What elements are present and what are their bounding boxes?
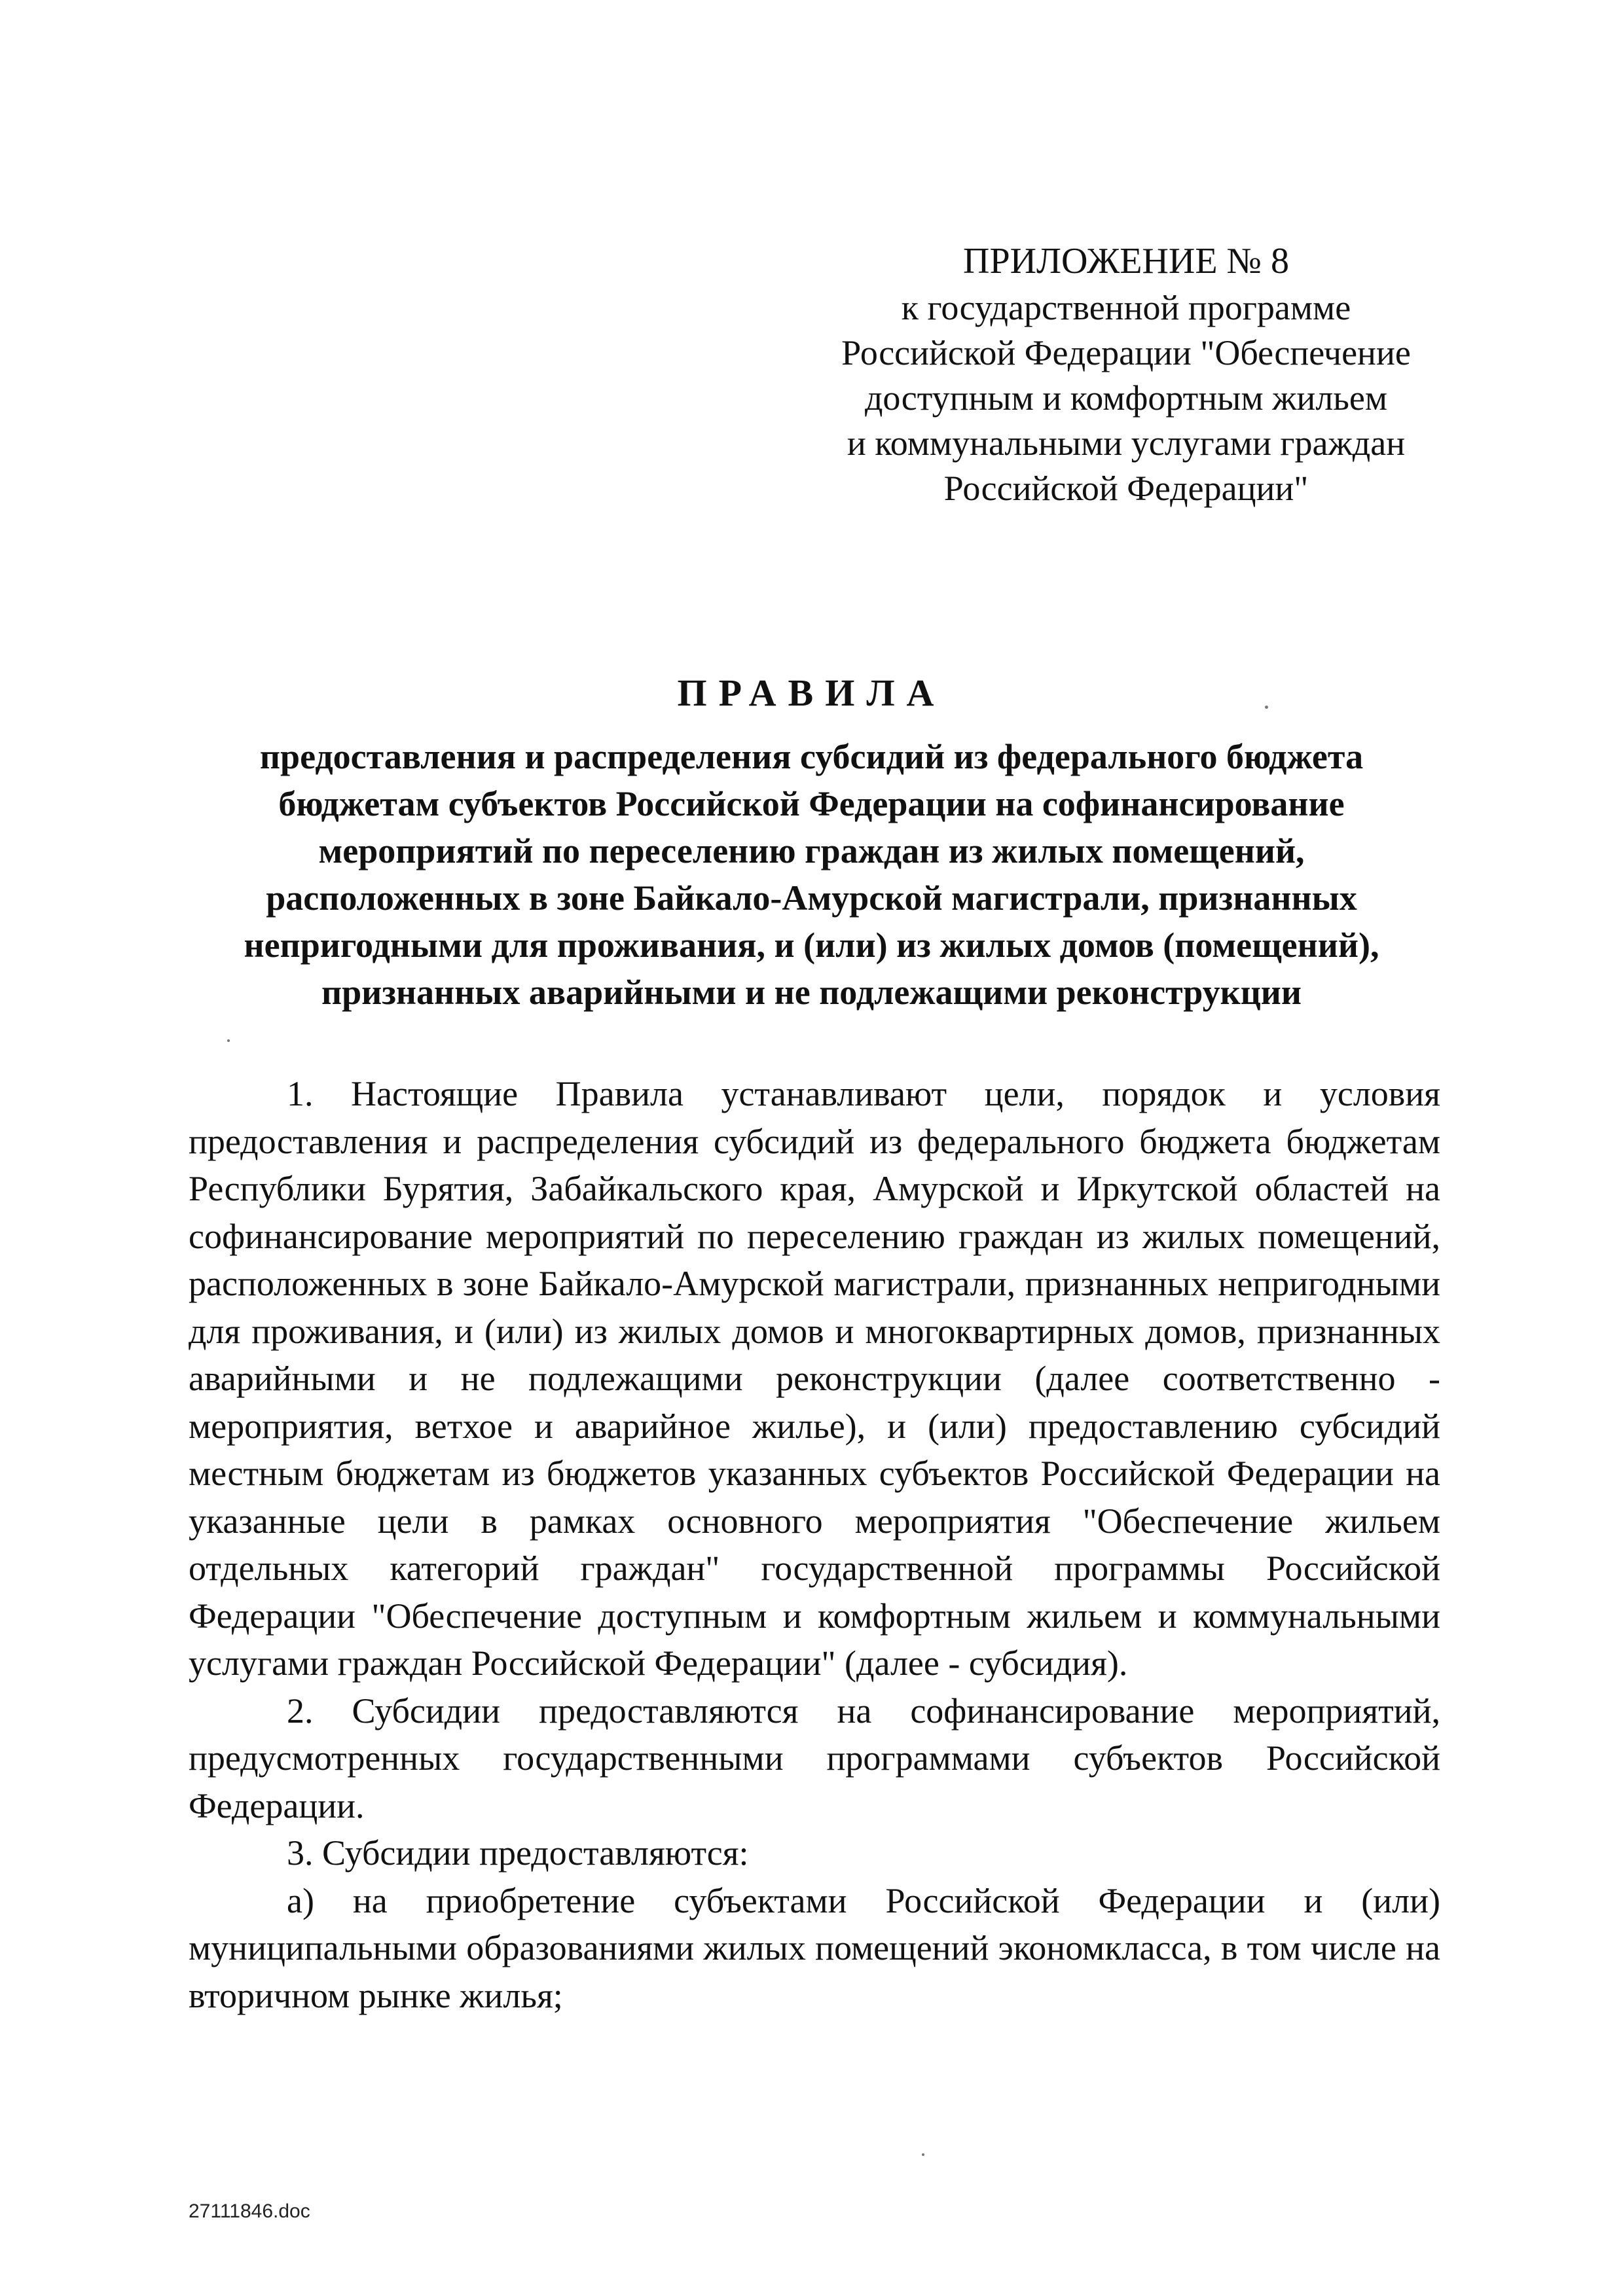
subtitle-line: признанных аварийными и не подлежащими реконструкции: [321, 973, 1302, 1012]
paragraph-1: 1. Настоящие Правила устанавливают цели, порядок и условия предоставления и распределения субсидий из федерального бюджета бюджетам Республики Бурятия, Забайкальского края, Амурской и Иркутской областей на софинансирование мероприятий по переселению граждан из жилых помещений, расположенных в зоне Байкало-Амурской магистрали, признанных непригодными для проживания, и (или) из жилых домов и многоквартирных домов, признанных аварийными и не подлежащими реконструкции (далее соответственно - мероприятия, ветхое и аварийное жилье), и (или) предоставлению субсидий местным бюджетам из бюджетов указанных субъектов Российской Федерации на указанные цели в рамках основного мероприятия "Обеспечение жильем отдельных категорий граждан" государственной программы Российской Федерации "Обеспечение доступным и комфортным жильем и коммунальными услугами граждан Российской Федерации" (далее - субсидия).: [189, 1074, 1440, 1683]
appendix-line: Российской Федерации "Обеспечение: [841, 333, 1411, 372]
paragraph-3a: а) на приобретение субъектами Российской Федерации и (или) муниципальными образованиями жилых помещений экономкласса, в том числе на вторичном рынке жилья;: [189, 1880, 1440, 2015]
subtitle-line: предоставления и распределения субсидий из федерального бюджета: [259, 737, 1364, 776]
scan-speck: [1265, 706, 1268, 709]
appendix-block: [773, 239, 1480, 511]
paragraph-3: 3. Субсидии предоставляются:: [287, 1833, 749, 1873]
appendix-line: и коммунальными услугами граждан: [847, 423, 1406, 463]
appendix-line: к государственной программе: [901, 288, 1351, 327]
appendix-title: ПРИЛОЖЕНИЕ № 8: [963, 241, 1289, 281]
subtitle-line: непригодными для проживания, и (или) из жилых домов (помещений),: [244, 925, 1379, 965]
appendix-line: доступным и комфортным жильем: [864, 378, 1388, 418]
subtitle-line: расположенных в зоне Байкало-Амурской магистрали, признанных: [266, 878, 1357, 918]
subtitle-line: бюджетам субъектов Российской Федерации на софинансирование: [278, 784, 1345, 823]
appendix-line: Российской Федерации": [943, 469, 1309, 508]
scan-speck: [922, 2153, 924, 2156]
rules-subtitle: [164, 733, 1459, 1016]
rules-title: ПРАВИЛА: [677, 672, 946, 714]
paragraph-2: 2. Субсидии предоставляются на софинансирование мероприятий, предусмотренных государственными программами субъектов Российской Федерации.: [189, 1691, 1440, 1825]
body-text: [189, 1070, 1440, 2019]
subtitle-line: мероприятий по переселению граждан из жилых помещений,: [318, 831, 1305, 870]
document-file-id: 27111846.doc: [189, 2200, 310, 2222]
scan-speck: [227, 1039, 230, 1042]
